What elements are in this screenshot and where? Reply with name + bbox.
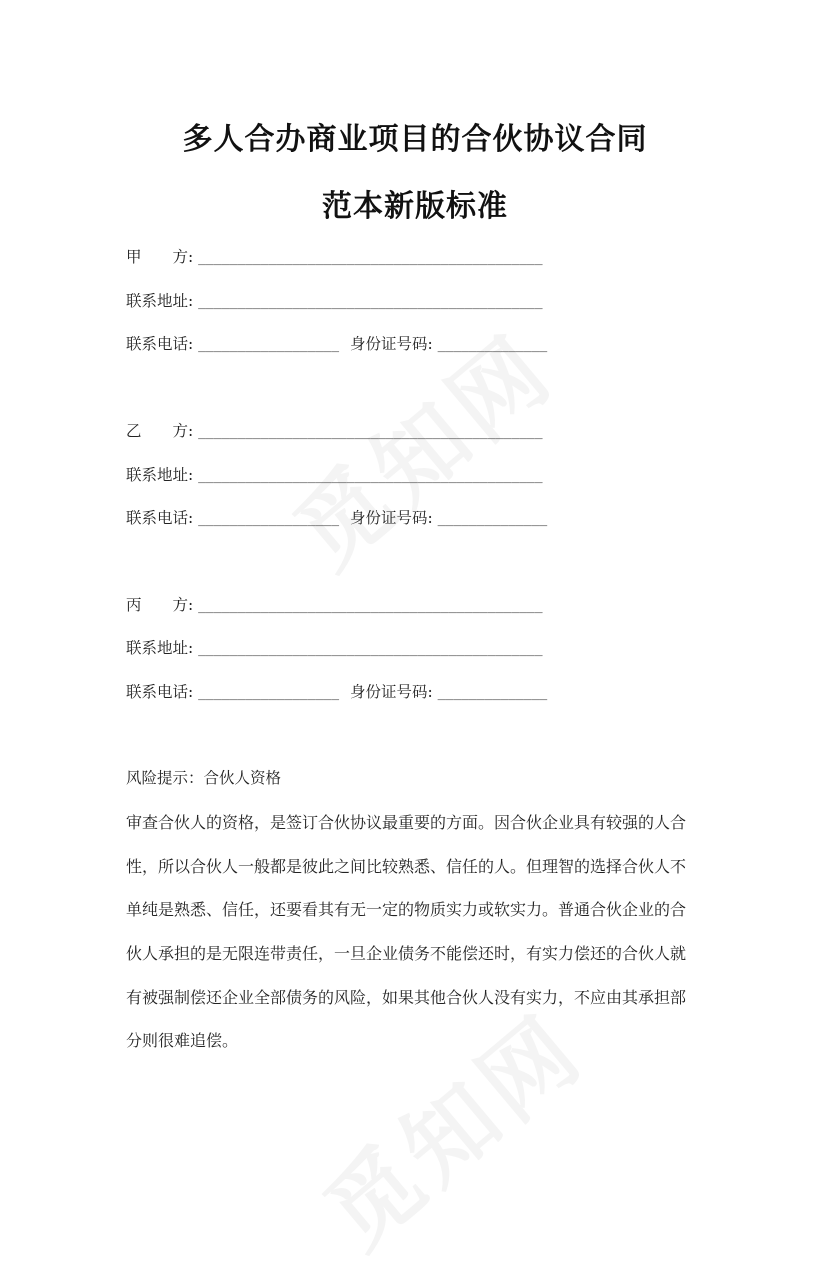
party-b-phone-blank[interactable]: __________________ [198,512,340,527]
party-b-id-label: 身份证号码: [350,509,433,527]
risk-line-2: 性，所以合伙人一般都是彼此之间比较熟悉、信任的人。但理智的选择合伙人不 [126,857,687,876]
party-c-phone-blank[interactable]: __________________ [198,686,340,701]
risk-line-1: 审查合伙人的资格，是签订合伙协议最重要的方面。因合伙企业具有较强的人合 [126,813,687,832]
party-c-row [126,593,543,615]
risk-line-5: 有被强制偿还企业全部债务的风险，如果其他合伙人没有实力，不应由其承担部 [126,988,687,1007]
party-a-blank[interactable]: ____________________________________________ [198,251,543,266]
document-title: 多人合办商业项目的合伙协议合同 [182,122,648,157]
risk-line-6: 分则很难追偿。 [126,1031,239,1050]
party-b-address-row [126,463,543,485]
risk-heading: 风险提示：合伙人资格 [126,769,282,787]
party-b-phone-label: 联系电话: [126,509,194,527]
party-b-phone-row [126,506,547,528]
party-c-id-blank[interactable]: ______________ [437,686,548,701]
party-a-phone-blank[interactable]: __________________ [198,338,340,353]
party-a-row [126,245,543,267]
party-a-id-blank[interactable]: ______________ [437,338,548,353]
party-a-phone-row [126,332,547,354]
party-a-address-row [126,289,543,311]
party-b-address-label: 联系地址: [126,466,194,484]
party-b-address-blank[interactable]: ____________________________________________ [198,469,543,484]
party-a-address-label: 联系地址: [126,292,194,310]
risk-line-3: 单纯是熟悉、信任，还要看其有无一定的物质实力或软实力。普通合伙企业的合 [126,900,687,919]
party-b-id-blank[interactable]: ______________ [437,512,548,527]
party-c-phone-row [126,680,547,702]
party-c-phone-label: 联系电话: [126,683,194,701]
party-a-phone-label: 联系电话: [126,335,194,353]
party-a-address-blank[interactable]: ____________________________________________ [198,295,543,310]
party-a-id-label: 身份证号码: [350,335,433,353]
party-a-label: 甲 方: [126,248,194,266]
party-c-id-label: 身份证号码: [350,683,433,701]
party-b-label: 乙 方: [126,422,194,440]
party-c-blank[interactable]: ____________________________________________ [198,599,543,614]
party-c-address-row [126,636,543,658]
party-c-address-label: 联系地址: [126,639,194,657]
risk-line-4: 伙人承担的是无限连带责任，一旦企业债务不能偿还时，有实力偿还的合伙人就 [126,944,687,963]
party-b-blank[interactable]: ____________________________________________ [198,425,543,440]
party-c-address-blank[interactable]: ____________________________________________ [198,642,543,657]
party-b-row [126,419,543,441]
party-c-label: 丙 方: [126,596,194,614]
document-subtitle: 范本新版标准 [322,189,508,224]
watermark-bottom [293,979,608,1273]
